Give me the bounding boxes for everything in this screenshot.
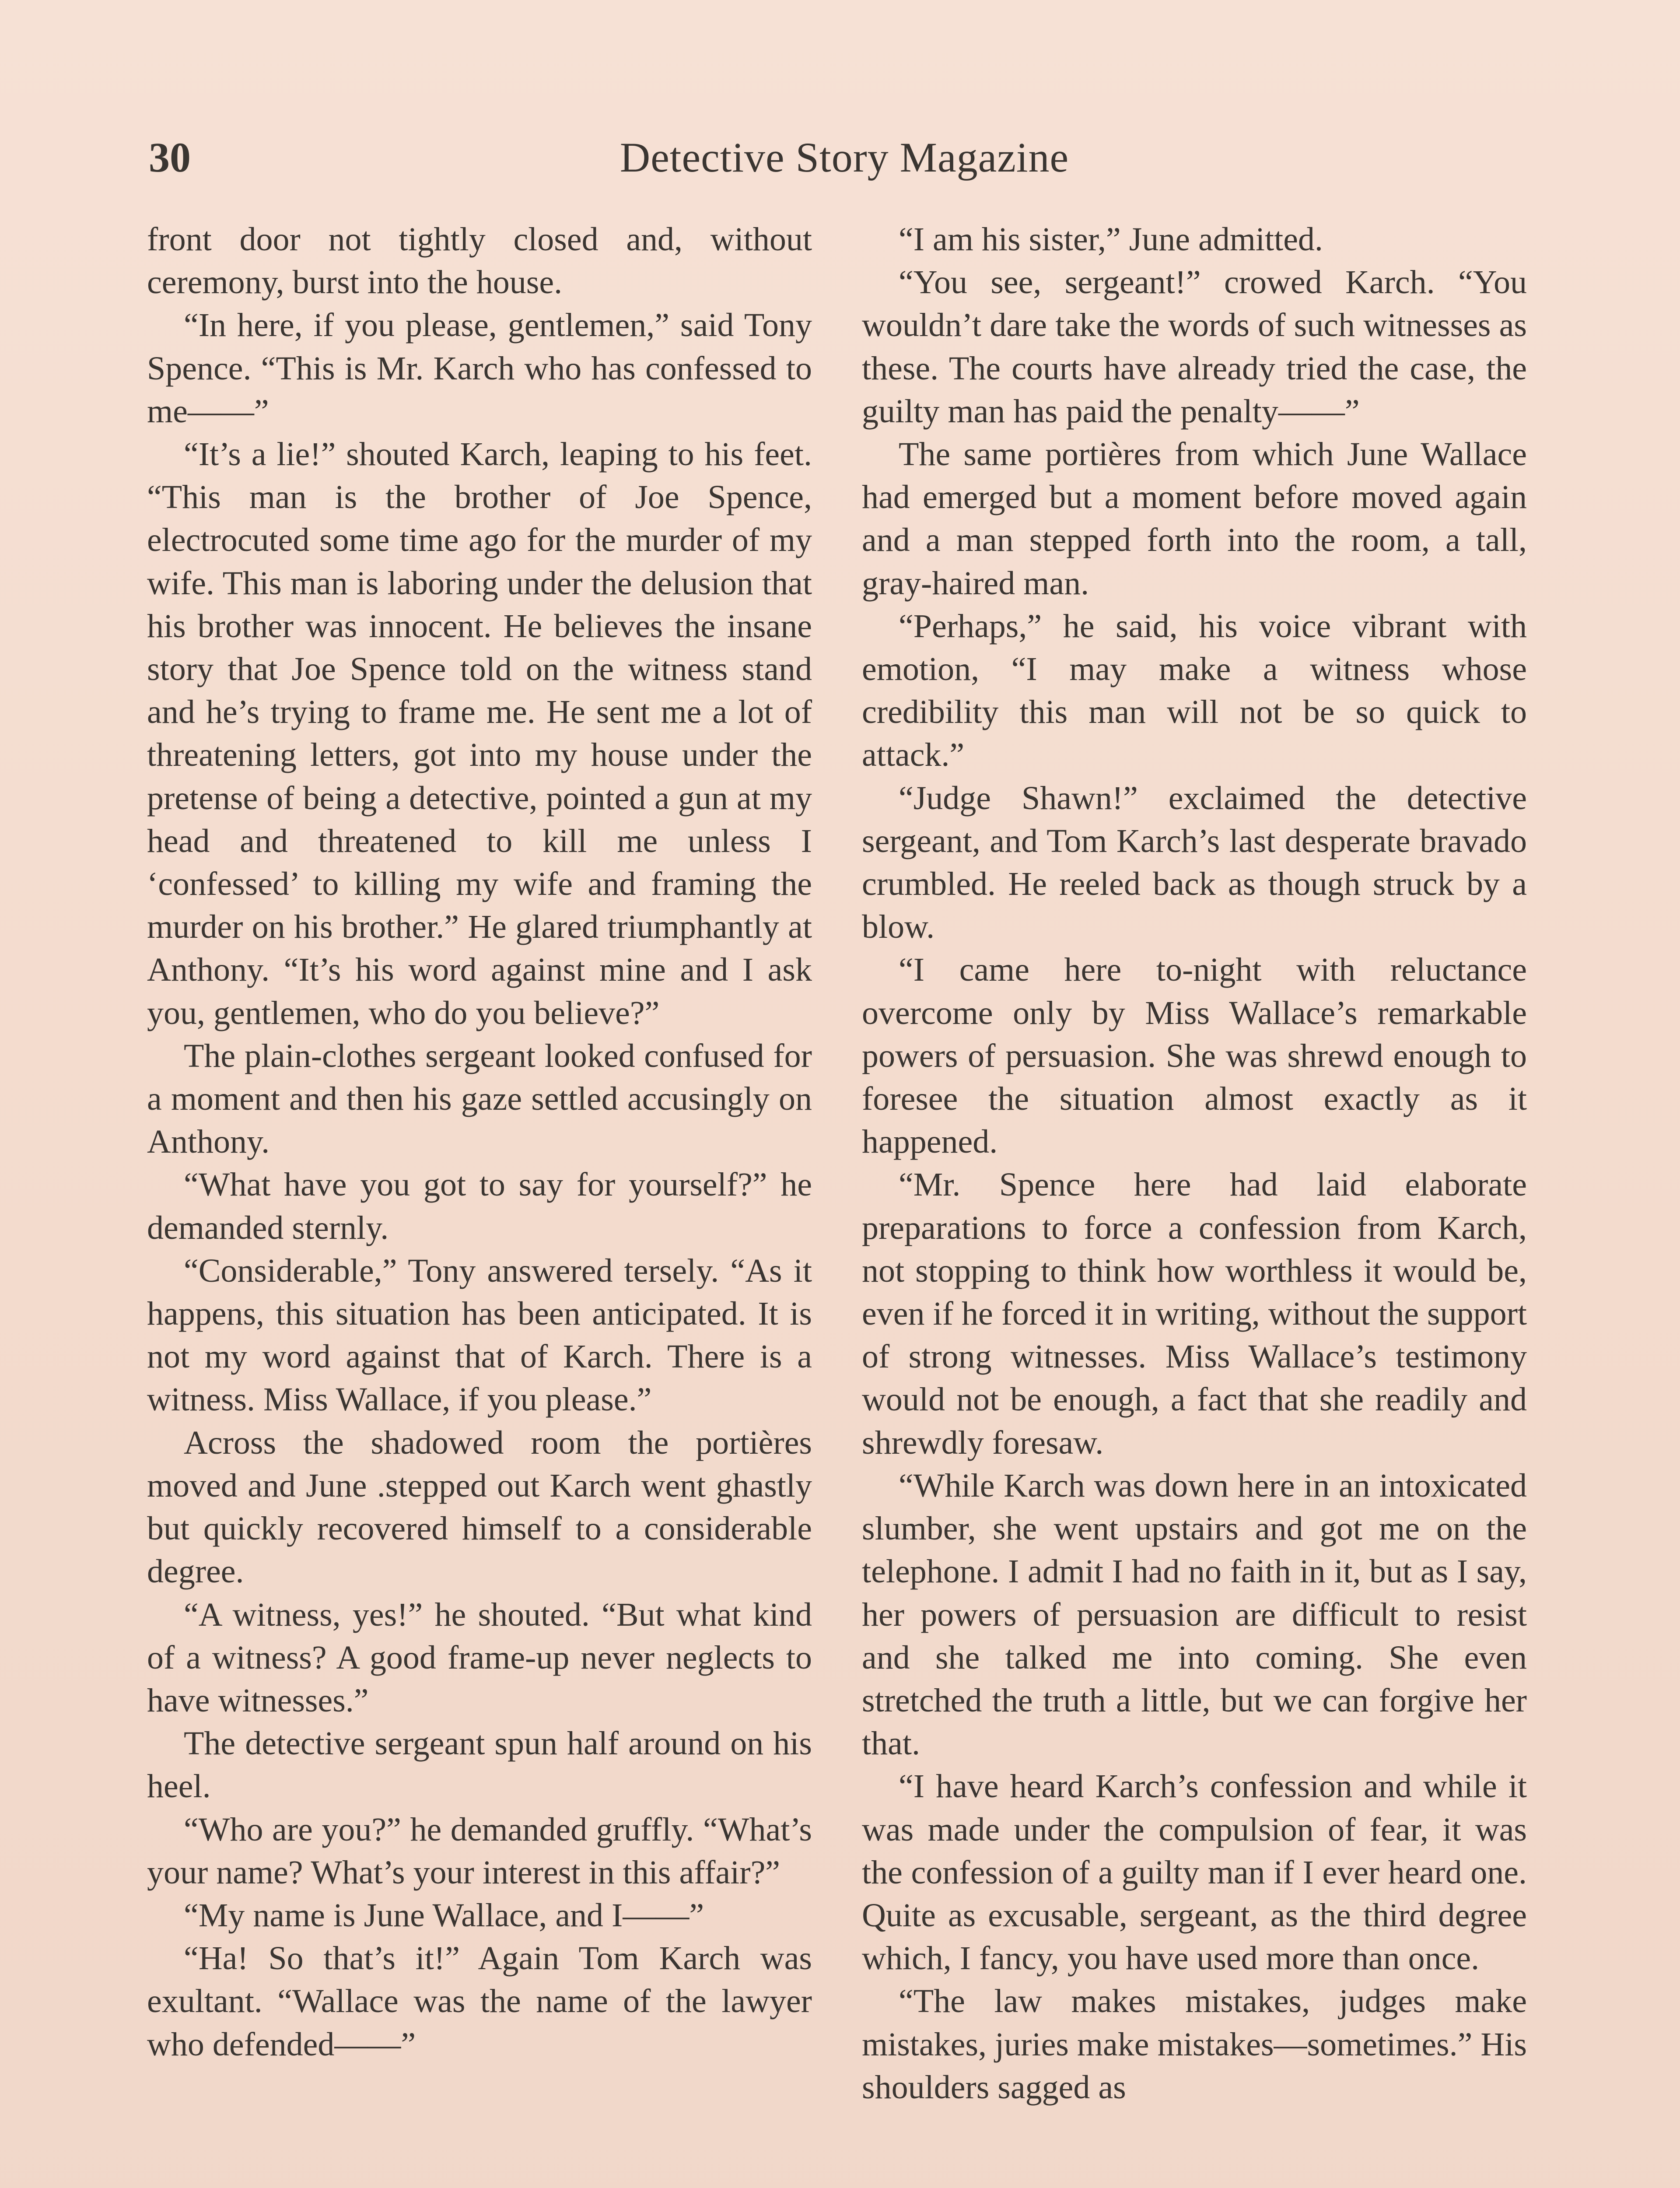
paragraph: “The law makes mistakes, judges make mistakes, juries make mistakes—sometimes.” His shoulders sagged as xyxy=(862,1983,1527,2106)
paragraph: “Ha! So that’s it!” Again Tom Karch was exultant. “Wallace was the name of the lawyer who defended——” xyxy=(147,1940,812,2063)
paragraph: “Considerable,” Tony answered tersely. “As it happens, this situation has been anticipated. It is not my word against that of Karch. There is a witness. Miss Wallace, if you please.” xyxy=(147,1252,812,1418)
paragraph: “You see, sergeant!” crowed Karch. “You wouldn’t dare take the words of such witnesses as these. The courts have already tried the case, the guilty man has paid the penalty——” xyxy=(862,264,1527,430)
paragraph: The detective sergeant spun half around on his heel. xyxy=(147,1725,812,1805)
paragraph: “What have you got to say for yourself?” he demanded sternly. xyxy=(147,1166,812,1246)
paragraph: front door not tightly closed and, without ceremony, burst into the house. xyxy=(147,221,812,301)
paragraph: “It’s a lie!” shouted Karch, leaping to his feet. “This man is the brother of Joe Spence, electrocuted some time ago for the murder of my wife. This man is laboring under the delusion that his brother was innocent. He believes the insane story that Joe Spence told on the witness stand and he’s trying to frame me. He sent me a lot of threatening letters, got into my house under the pretense of being a detective, pointed a gun at my head and threatened to kill me unless I ‘confessed’ to killing my wife and framing the murder on his brother.” He glared triumphantly at Anthony. “It’s his word against mine and I ask you, gentlemen, who do you believe?” xyxy=(147,436,812,1031)
left-text-column xyxy=(147,218,812,2066)
paragraph: “In here, if you please, gentlemen,” said Tony Spence. “This is Mr. Karch who has confessed to me——” xyxy=(147,307,812,430)
paragraph: “I am his sister,” June admitted. xyxy=(899,221,1323,258)
paragraph: “A witness, yes!” he shouted. “But what kind of a witness? A good frame-up never neglects to have witnesses.” xyxy=(147,1596,812,1719)
paragraph: “Mr. Spence here had laid elaborate preparations to force a confession from Karch, not stopping to think how worthless it would be, even if he forced it in writing, without the support of strong witnesses. Miss Wallace’s testimony would not be enough, a fact that she readily and shrewdly foresaw. xyxy=(862,1166,1527,1461)
page-header xyxy=(149,127,1540,188)
paragraph: “I have heard Karch’s confession and while it was made under the compulsion of fear, it was the confession of a guilty man if I ever heard one. Quite as excusable, sergeant, as the third degree which, I fancy, you have used more than once. xyxy=(862,1768,1527,1977)
paragraph: Across the shadowed room the portières moved and June .stepped out Karch went ghastly but quickly recovered himself to a considerable degree. xyxy=(147,1424,812,1590)
right-text-column xyxy=(862,218,1527,2109)
paragraph: “Who are you?” he demanded gruffly. “What’s your name? What’s your interest in this affair?” xyxy=(147,1811,812,1891)
paragraph: “Judge Shawn!” exclaimed the detective sergeant, and Tom Karch’s last desperate bravado crumbled. He reeled back as though struck by a blow. xyxy=(862,779,1527,946)
paragraph: “I came here to-night with reluctance overcome only by Miss Wallace’s remarkable powers of persuasion. She was shrewd enough to foresee the situation almost exactly as it happened. xyxy=(862,951,1527,1161)
paragraph: “While Karch was down here in an intoxicated slumber, she went upstairs and got me on the telephone. I admit I had no faith in it, but as I say, her powers of persuasion are difficult to resist and she talked me into coming. She even stretched the truth a little, but we can forgive her that. xyxy=(862,1467,1527,1762)
paragraph: “Perhaps,” he said, his voice vibrant with emotion, “I may make a witness whose credibility this man will not be so quick to attack.” xyxy=(862,607,1527,774)
paragraph: The plain-clothes sergeant looked confused for a moment and then his gaze settled accusingly on Anthony. xyxy=(147,1037,812,1161)
paragraph: The same portières from which June Wallace had emerged but a moment before moved again and a man stepped forth into the room, a tall, gray-haired man. xyxy=(862,436,1527,602)
running-title: Detective Story Magazine xyxy=(620,134,1069,181)
page-number: 30 xyxy=(149,134,191,181)
paragraph: “My name is June Wallace, and I——” xyxy=(184,1897,704,1934)
